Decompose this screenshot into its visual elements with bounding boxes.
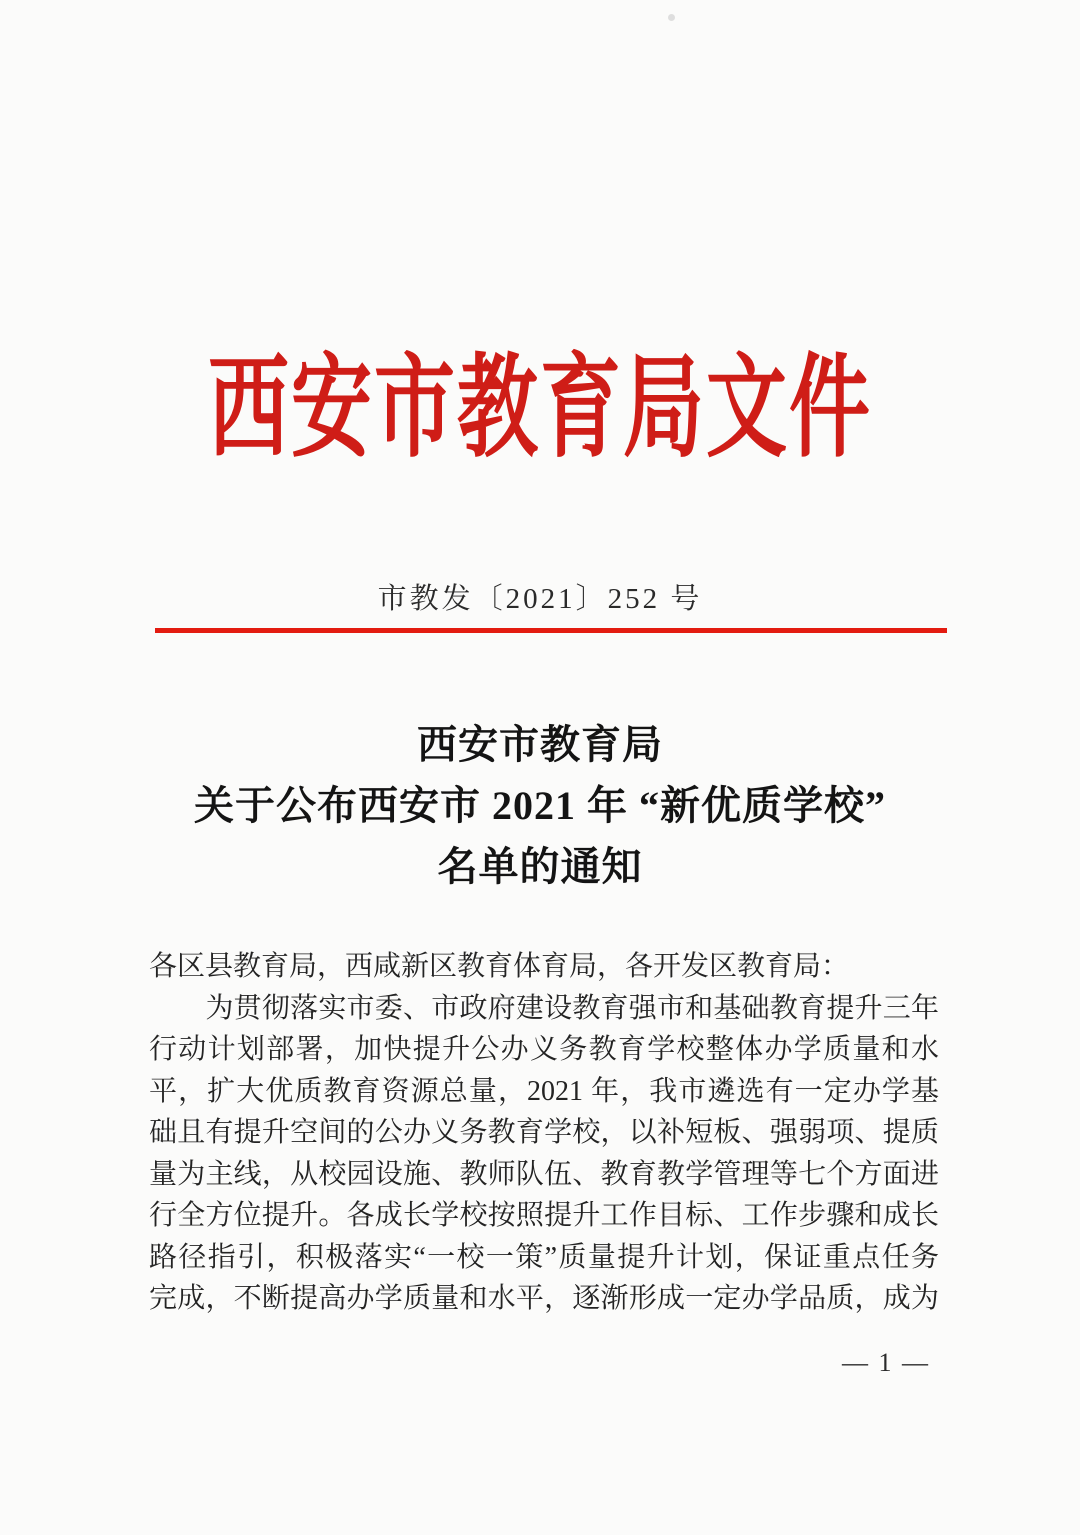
notice-title-line-1: 西安市教育局 bbox=[417, 722, 663, 767]
notice-body bbox=[149, 946, 939, 1320]
body-line-8: 路径指引，积极落实“一校一策”质量提升计划，保证重点任务 bbox=[149, 1241, 939, 1273]
body-line-3: 行动计划部署，加快提升公办义务教育学校整体办学质量和水 bbox=[149, 1034, 939, 1065]
body-line-6: 量为主线，从校园设施、教师队伍、教育教学管理等七个方面进 bbox=[149, 1158, 939, 1190]
notice-title-line-3: 名单的通知 bbox=[437, 844, 643, 889]
body-line-5: 础且有提升空间的公办义务教育学校，以补短板、强弱项、提质 bbox=[149, 1117, 939, 1148]
body-line-4: 平，扩大优质教育资源总量，2021 年，我市遴选有一定办学基 bbox=[149, 1075, 939, 1107]
document-number: 市教发〔2021〕252 号 bbox=[377, 583, 703, 615]
scan-speck bbox=[668, 14, 675, 21]
body-salutation-line: 各区县教育局，西咸新区教育体育局，各开发区教育局： bbox=[149, 951, 850, 982]
notice-title bbox=[0, 714, 1080, 897]
agency-banner-title: 西安市教育局文件 bbox=[207, 346, 872, 471]
agency-banner bbox=[0, 346, 1080, 471]
body-line-7: 行全方位提升。各成长学校按照提升工作目标、工作步骤和成长 bbox=[149, 1200, 939, 1231]
red-divider-line bbox=[155, 628, 947, 633]
page-number: — 1 — bbox=[842, 1348, 930, 1377]
body-line-2: 为贯彻落实市委、市政府建设教育强市和基础教育提升三年 bbox=[149, 992, 939, 1024]
notice-title-line-2: 关于公布西安市 2021 年 “新优质学校” bbox=[194, 783, 886, 828]
body-line-9: 完成，不断提高办学质量和水平，逐渐形成一定办学品质，成为 bbox=[149, 1283, 939, 1314]
